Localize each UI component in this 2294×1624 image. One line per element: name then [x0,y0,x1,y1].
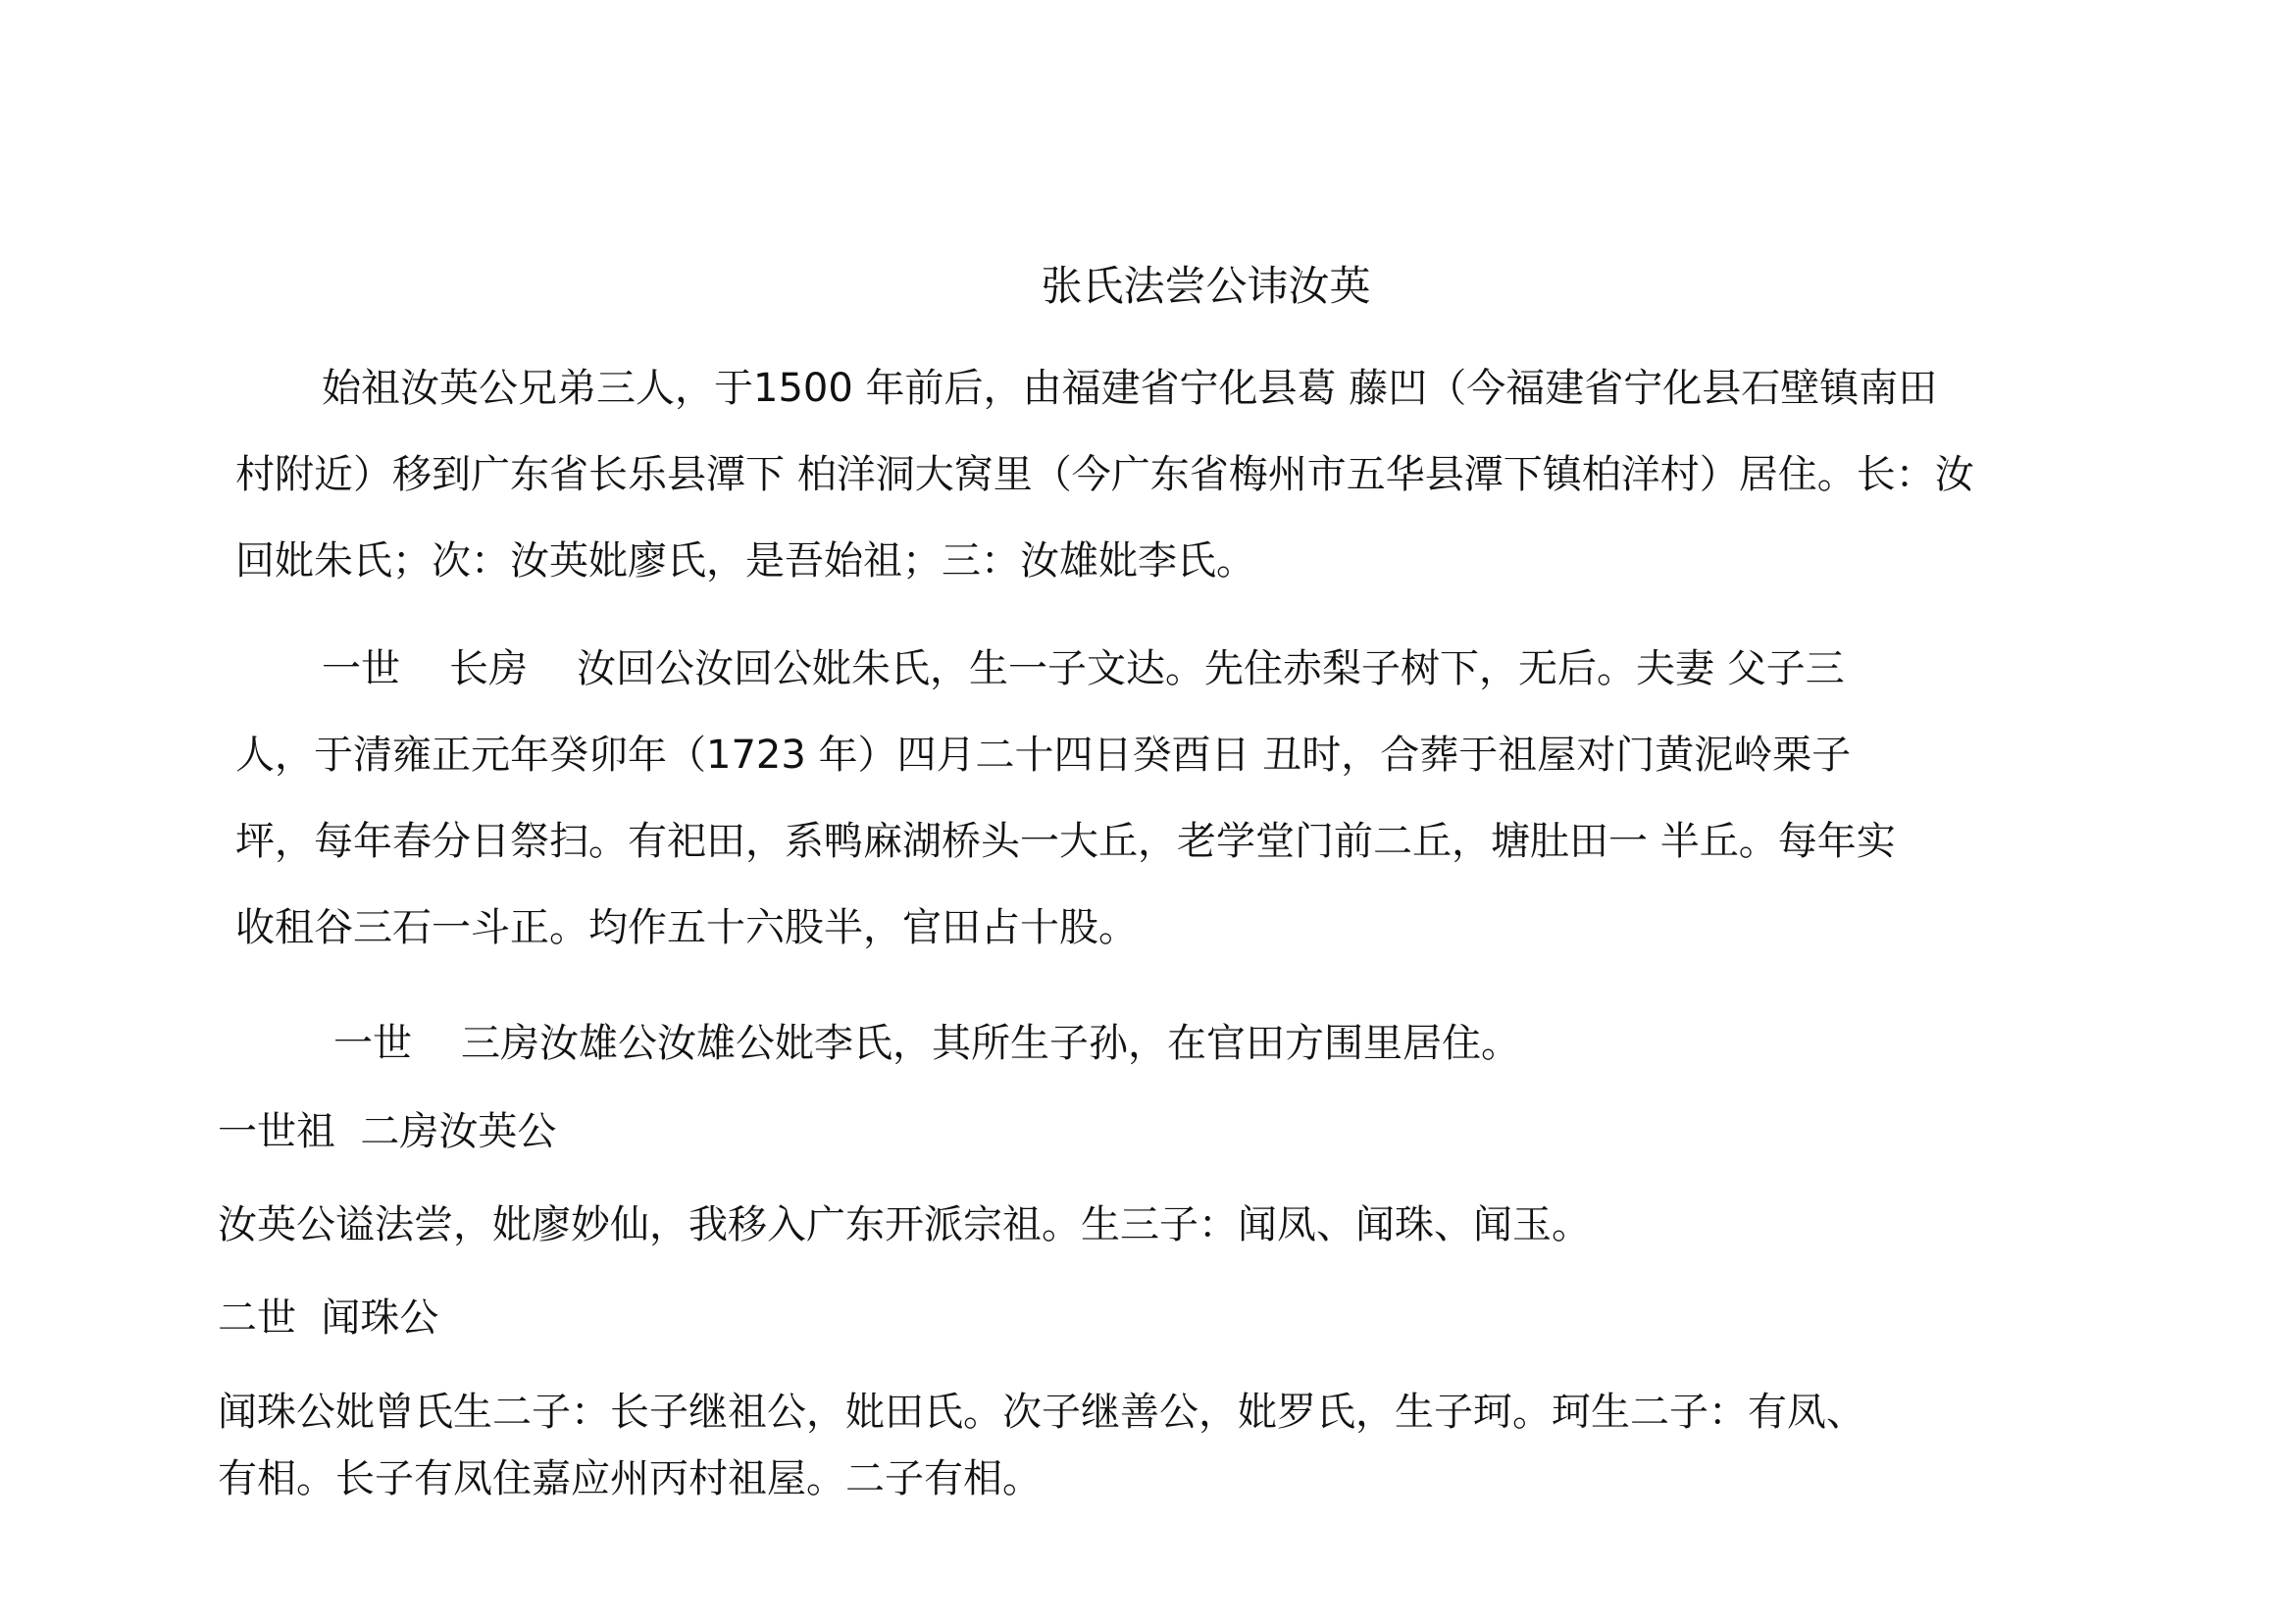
paragraph-line: 有相。长子有凤住嘉应州丙村祖屋。二子有相。 [218,1456,1042,1501]
paragraph-origin [235,345,1974,604]
house-label: 长房 [449,646,528,691]
paragraph-line [333,1000,1520,1087]
paragraph-text: 汝回公汝回公妣朱氏，生一子文达。先住赤梨子树下，无后。夫妻 父子三 [577,646,1845,691]
paragraph-line: 收租谷三石一斗正。均作五十六股半，官田占十股。 [235,905,1138,950]
paragraph-line: 坪，每年春分日祭扫。有祀田，系鸭麻湖桥头一大丘，老学堂门前二丘，塘肚田一 半丘。每年实 [235,819,1896,864]
section-heading-second-generation [218,1285,438,1351]
paragraph-text: 三房汝雄公汝雄公妣李氏，其所生子孙，在官田方围里居住。 [461,1021,1520,1066]
paragraph-third-house [333,1000,1520,1087]
paragraph-line: 人，于清雍正元年癸卯年（1723 年）四月二十四日癸酉日 丑时，合葬于祖屋对门黄泥岭栗子 [235,733,1852,778]
section-heading-first-ancestor [218,1098,556,1165]
paragraph-ruying [218,1192,1591,1258]
paragraph-line: 闻珠公妣曾氏生二子：长子继祖公，妣田氏。次子继善公，妣罗氏，生子珂。珂生二子：有凤、 [218,1390,1865,1435]
paragraph-line: 村附近）移到广东省长乐县潭下 柏洋洞大窝里（今广东省梅州市五华县潭下镇柏洋村）居住。长：汝 [235,452,1974,497]
generation-label: 一世 [333,1021,412,1066]
paragraph-line: 回妣朱氏；次：汝英妣廖氏，是吾始祖；三：汝雄妣李氏。 [235,538,1255,584]
paragraph-first-house [235,626,1896,971]
paragraph-line: 汝英公谥法尝，妣廖妙仙，我移入广东开派宗祖。生三子：闻凤、闻珠、闻玉。 [218,1202,1591,1247]
section-heading: 二世 闻珠公 [218,1295,439,1341]
generation-label: 一世 [322,646,400,691]
paragraph-wenzhu [218,1379,1865,1512]
paragraph-line: 始祖汝英公兄弟三人，于1500 年前后，由福建省宁化县葛 藤凹（今福建省宁化县石壁镇南田 [322,366,1938,411]
section-heading: 一世祖 二房汝英公 [218,1109,557,1154]
paragraph-line [235,626,1896,712]
page-title: 张氏法尝公讳汝英 [1041,262,1371,310]
